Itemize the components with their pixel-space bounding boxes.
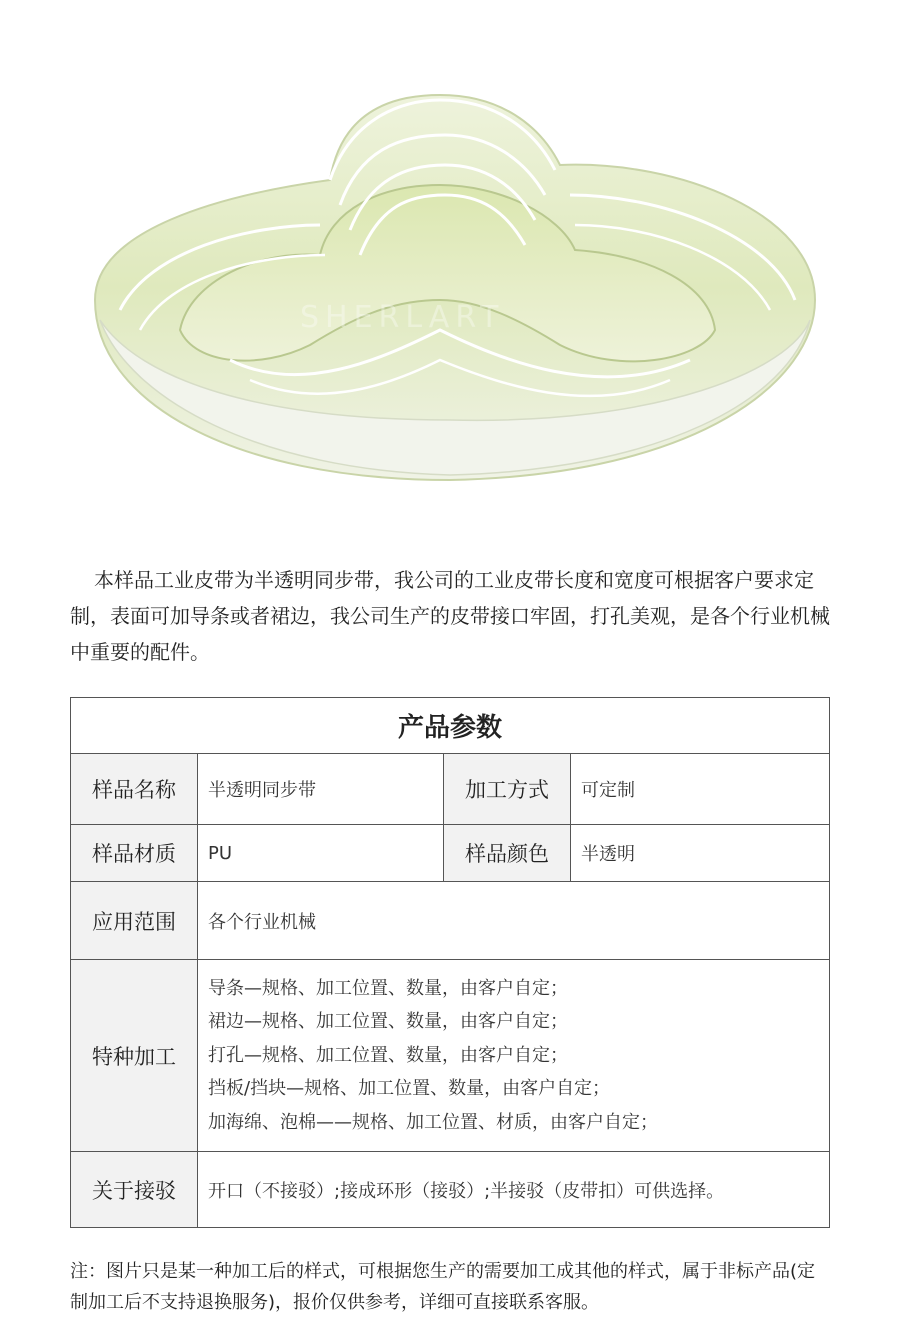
sample-name-value: 半透明同步带 [198,754,444,825]
joint-label: 关于接驳 [71,1152,198,1228]
product-description: 本样品工业皮带为半透明同步带，我公司的工业皮带长度和宽度可根据客户要求定制，表面可加导条或者裙边，我公司生产的皮带接口牢固，打孔美观，是各个行业机械中重要的配件。 [70,568,830,664]
application-label: 应用范围 [71,882,198,960]
material-label: 样品材质 [71,825,198,882]
special-processing-item: 导条—规格、加工位置、数量，由客户自定； [208,977,568,999]
watermark-text: SHERLART [300,300,505,335]
processing-value: 可定制 [571,754,830,825]
joint-value: 开口（不接驳）;接成环形（接驳）;半接驳（皮带扣）可供选择。 [198,1152,830,1228]
product-photo [0,0,900,540]
color-value: 半透明 [571,825,830,882]
special-processing-item: 挡板/挡块—规格、加工位置、数量，由客户自定； [208,1078,611,1100]
color-label: 样品颜色 [444,825,571,882]
processing-label: 加工方式 [444,754,571,825]
special-processing-item: 裙边—规格、加工位置、数量，由客户自定； [208,1011,568,1033]
product-parameters-table [70,697,830,1228]
sample-name-label: 样品名称 [71,754,198,825]
special-processing-item: 打孔—规格、加工位置、数量，由客户自定； [208,1044,568,1066]
table-title: 产品参数 [71,698,830,754]
application-value: 各个行业机械 [198,882,830,960]
footnote: 注：图片只是某一种加工后的样式，可根据您生产的需要加工成其他的样式，属于非标产品(定制加工后不支持退换服务)，报价仅供参考，详细可直接联系客服。 [70,1261,816,1313]
special-processing-item: 加海绵、泡棉——规格、加工位置、材质，由客户自定； [208,1111,658,1133]
special-processing-list [198,960,830,1152]
timing-belt-image [0,0,900,540]
material-value: PU [198,825,444,882]
special-processing-label: 特种加工 [71,960,198,1152]
